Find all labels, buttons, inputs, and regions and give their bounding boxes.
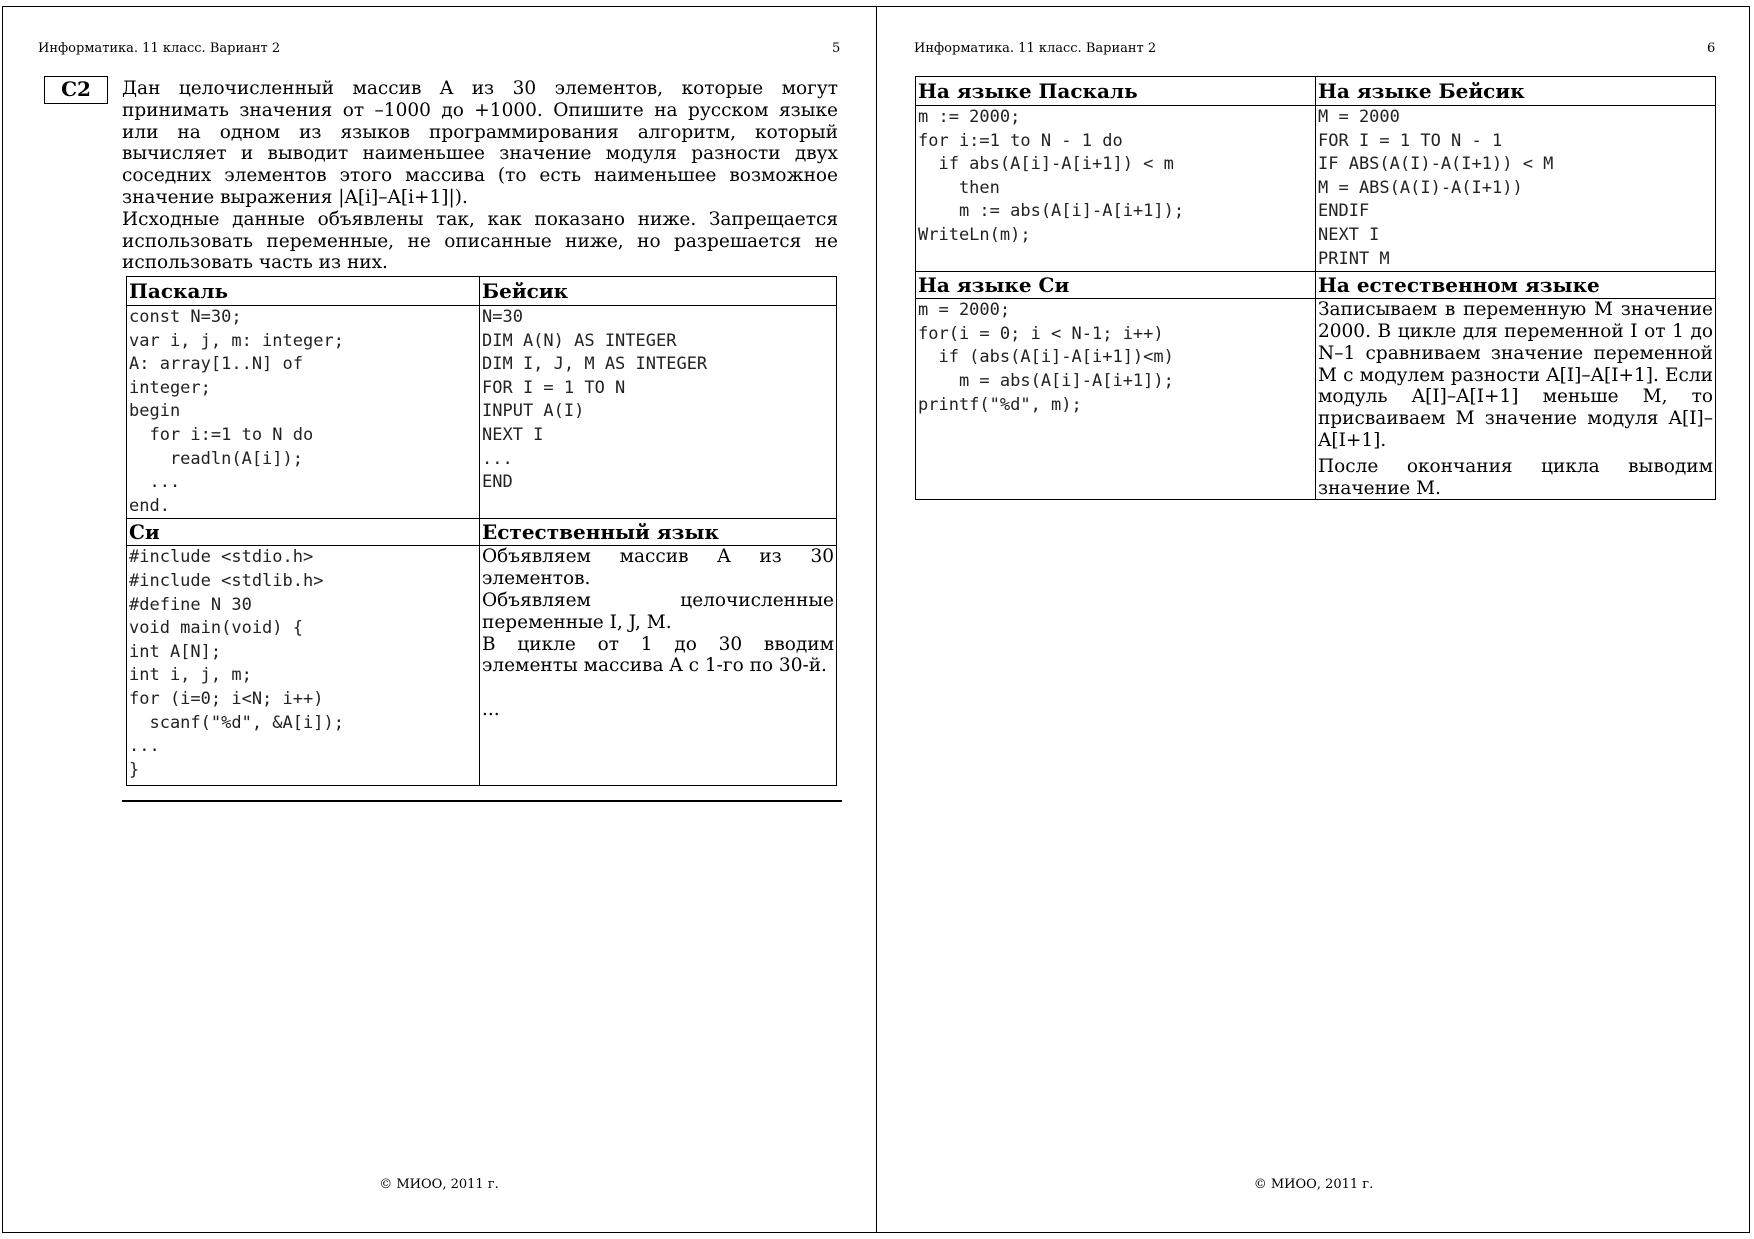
copyright-footer: © МИОО, 2011 г. (379, 1177, 499, 1192)
running-header: Информатика. 11 класс. Вариант 2 (914, 41, 1157, 56)
page-number: 5 (832, 41, 841, 56)
c-header: Си (127, 519, 480, 546)
natural-header: На естественном языке (1316, 272, 1716, 299)
pascal-solution-code: m := 2000; for i:=1 to N - 1 do if abs(A[i]-A[i+1]) < m then m := abs(A[i]-A[i+1]); WriteLn(m); (916, 106, 1316, 272)
basic-header: На языке Бейсик (1316, 77, 1716, 106)
basic-code: N=30 DIM A(N) AS INTEGER DIM I, J, M AS INTEGER FOR I = 1 TO N INPUT A(I) NEXT I ... END (480, 306, 837, 519)
natural-language-description (480, 546, 837, 786)
natural-paragraph: Объявляем массив A из 30 элементов. (482, 546, 834, 590)
pascal-header: Паскаль (127, 277, 480, 306)
basic-header: Бейсик (480, 277, 837, 306)
basic-solution-code: M = 2000 FOR I = 1 TO N - 1 IF ABS(A(I)-A(I+1)) < M M = ABS(A(I)-A(I+1)) ENDIF NEXT I PRINT M (1316, 106, 1716, 272)
natural-paragraph: Объявляем целочисленные переменные I, J, M. (482, 589, 834, 633)
pascal-header: На языке Паскаль (916, 77, 1316, 106)
natural-paragraph: В цикле от 1 до 30 вводим элементы массива A с 1-го по 30-й. (482, 633, 834, 677)
natural-paragraph: ... (482, 699, 500, 721)
c-solution-code: m = 2000; for(i = 0; i < N-1; i++) if (abs(A[i]-A[i+1])<m) m = abs(A[i]-A[i+1]); printf("%d", m); (916, 299, 1316, 500)
natural-paragraph: Записываем в переменную M значение 2000. В цикле для переменной I от 1 до N–1 сравниваем значение переменной M с модулем разности A[I]–A[I+1]. Если модуль A[I]–A[I+1] меньше M, то присваиваем M значение модуля A[I]–A[I+1]. (1318, 299, 1713, 451)
c-header: На языке Си (916, 272, 1316, 299)
task-statement (122, 78, 838, 274)
task-paragraph: Дан целочисленный массив A из 30 элементов, которые могут принимать значения от –1000 до +1000. Опишите на русском языке или на одном из языков программирования алгоритм, который вычисляет и выводит наименьшее значение модуля разности двух соседних элементов этого массива (то есть наименьшее возможное значение выражения |A[i]–A[i+1]|). (122, 78, 838, 208)
right-page (877, 6, 1750, 1233)
task-label: С2 (44, 76, 108, 104)
copyright-footer: © МИОО, 2011 г. (1253, 1177, 1374, 1192)
page-number: 6 (1707, 41, 1716, 56)
natural-paragraph: После окончания цикла выводим значение M. (1318, 455, 1713, 499)
table-bottom-rule (122, 800, 842, 802)
declarations-table (126, 276, 837, 786)
left-page (2, 6, 876, 1233)
natural-header: Естественный язык (480, 519, 837, 546)
running-header: Информатика. 11 класс. Вариант 2 (38, 41, 281, 56)
solution-table (915, 76, 1716, 500)
pascal-code: const N=30; var i, j, m: integer; A: array[1..N] of integer; begin for i:=1 to N do readln(A[i]); ... end. (127, 306, 480, 519)
task-paragraph: Исходные данные объявлены так, как показано ниже. Запрещается использовать переменные, не описанные ниже, но разрешается не использовать часть из них. (122, 208, 838, 274)
c-code: #include <stdio.h> #include <stdlib.h> #define N 30 void main(void) { int A[N]; int i, j, m; for (i=0; i<N; i++) scanf("%d", &A[i]); ... } (127, 546, 480, 786)
natural-language-solution (1316, 299, 1716, 500)
